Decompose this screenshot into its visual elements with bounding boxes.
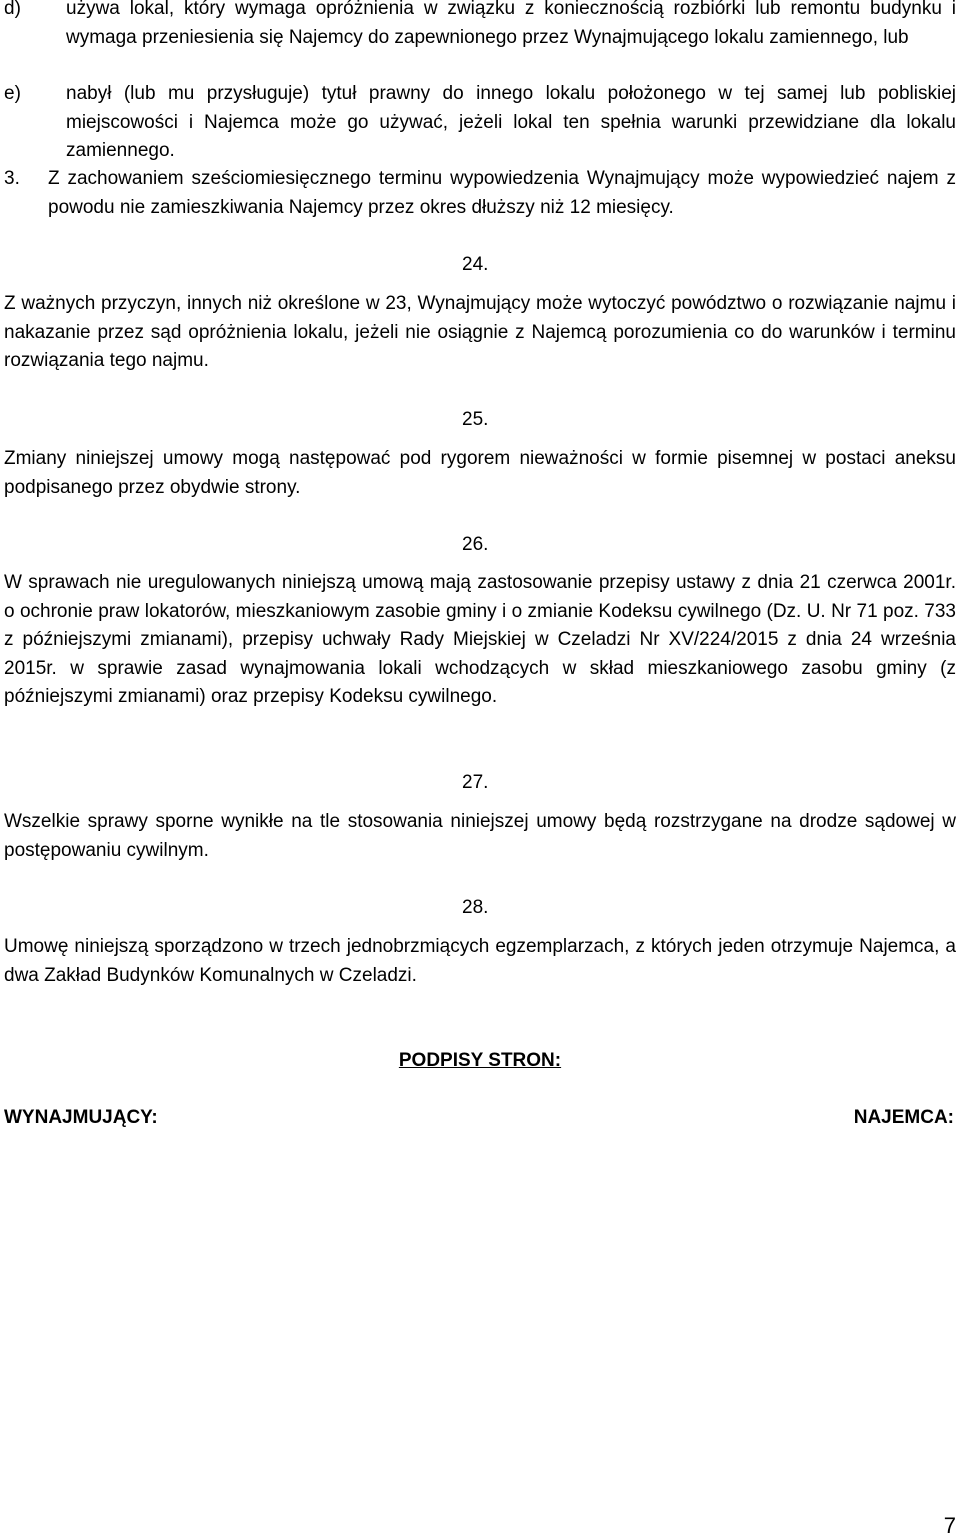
section-28-text: Umowę niniejszą sporządzono w trzech jednobrzmiących egzemplarzach, z których jeden otrzymuje Najemca, a dwa Zakład Budynków Komunalnych w Czeladzi. — [4, 936, 956, 986]
section-number-26: 26. — [462, 534, 489, 555]
signatures-title: PODPISY STRON: — [398, 1050, 562, 1071]
section-number-25: 25. — [462, 409, 489, 430]
page-number: 7 — [943, 1513, 956, 1538]
list-marker: e) — [4, 83, 21, 104]
list-marker: 3. — [4, 168, 20, 189]
section-number-24: 24. — [462, 254, 489, 275]
list-item-text: Z zachowaniem sześciomiesięcznego terminu wypowiedzenia Wynajmujący może wypowiedzieć najem z powodu nie zamieszkiwania Najemcy przez okres dłuższy niż 12 miesięcy. — [48, 168, 956, 218]
section-24-text: Z ważnych przyczyn, innych niż określone w 23, Wynajmujący może wytoczyć powództwo o rozwiązanie najmu i nakazanie przez sąd opróżnienia lokalu, jeżeli nie osiągnie z Najemcą porozumienia co do warunków i terminu rozwiązania tego najmu. — [4, 293, 956, 371]
signature-label-landlord: WYNAJMUJĄCY: — [4, 1107, 158, 1128]
section-25-text: Zmiany niniejszej umowy mogą następować pod rygorem nieważności w formie pisemnej w postaci aneksu podpisanego przez obydwie strony. — [4, 448, 956, 498]
signature-label-tenant: NAJEMCA: — [853, 1107, 954, 1128]
list-item-e — [4, 80, 956, 166]
section-number-28: 28. — [462, 897, 489, 918]
list-item-text: nabył (lub mu przysługuje) tytuł prawny do innego lokalu położonego w tej samej lub pobliskiej miejscowości i Najemca może go używać, jeżeli lokal ten spełnia warunki przewidziane dla lokalu zamiennego. — [66, 83, 956, 161]
section-number-27: 27. — [462, 772, 489, 793]
list-marker: d) — [4, 0, 21, 19]
section-27-text: Wszelkie sprawy sporne wynikłe na tle stosowania niniejszej umowy będą rozstrzygane na drodze sądowej w postępowaniu cywilnym. — [4, 811, 956, 861]
section-26-text: W sprawach nie uregulowanych niniejszą umową mają zastosowanie przepisy ustawy z dnia 21 czerwca 2001r. o ochronie praw lokatorów, mieszkaniowym zasobie gminy i o zmianie Kodeksu cywilnego (Dz. U. Nr 71 poz. 733 z późniejszymi zmianami), przepisy uchwały Rady Miejskiej w Czeladzi Nr XV/224/2015 z dnia 24 września 2015r. w sprawie zasad wynajmowania lokali wchodzących w skład mieszkaniowego zasobu gminy (z późniejszymi zmianami) oraz przepisy Kodeksu cywilnego. — [4, 572, 956, 707]
list-item-3 — [4, 165, 956, 222]
list-item-text: używa lokal, który wymaga opróżnienia w związku z koniecznością rozbiórki lub remontu budynku i wymaga przeniesienia się Najemcy do zapewnionego przez Wynajmującego lokalu zamiennego, lub — [66, 0, 956, 48]
list-item-d — [4, 0, 956, 52]
